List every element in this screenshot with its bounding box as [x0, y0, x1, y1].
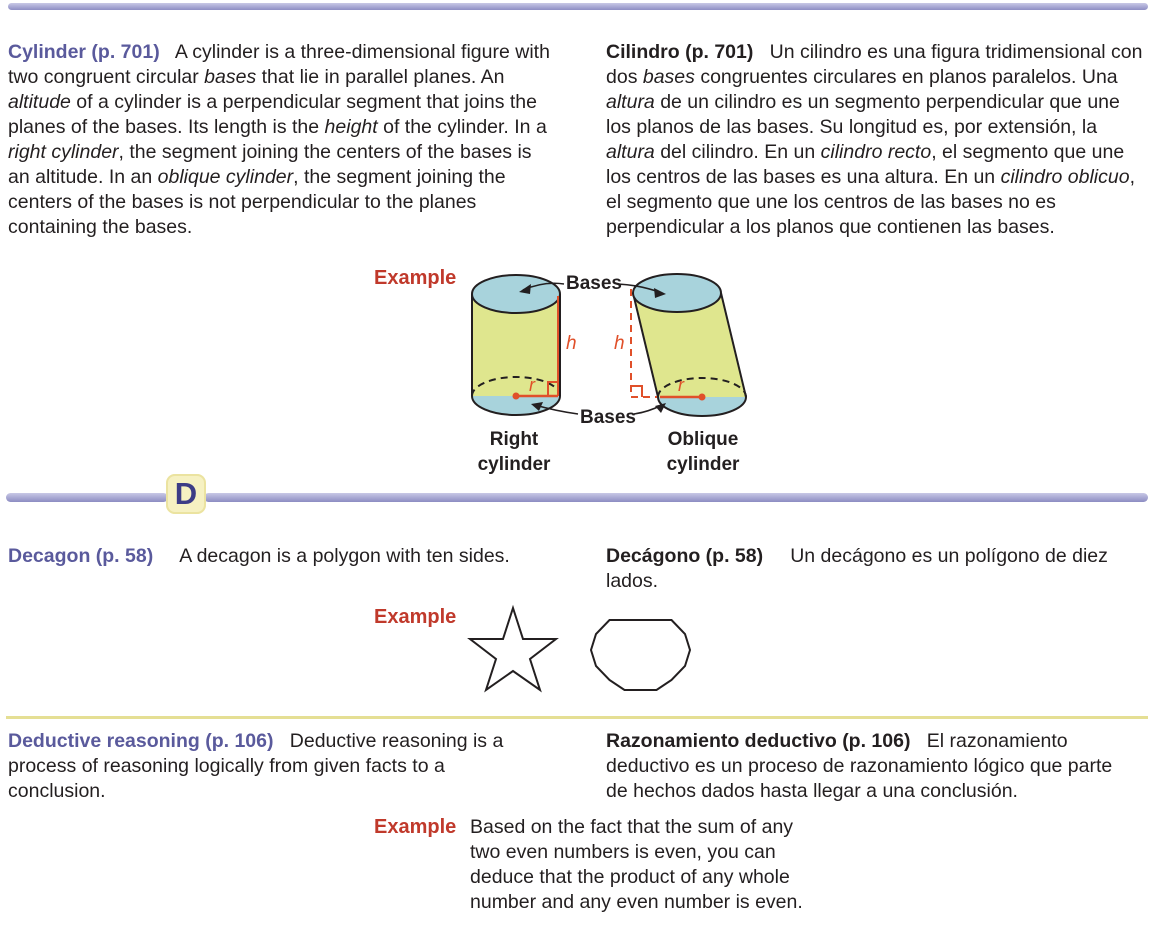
cylinder-definition-en [8, 40, 556, 240]
deductive-term-en: Deductive reasoning (p. 106) [8, 730, 274, 752]
cylinder-figure [440, 262, 780, 480]
oblique-cylinder-top-base [633, 274, 721, 312]
cylinder-term-en: Cylinder (p. 701) [8, 41, 160, 63]
right-cylinder-caption-2: cylinder [477, 454, 551, 475]
decagon-term-es: Decágono (p. 58) [606, 545, 764, 567]
decagon-text-en: A decagon is a polygon with ten sides. [179, 545, 510, 567]
oblique-cylinder [631, 274, 746, 416]
decagon-text-es: Un decágono es un polígono de diez lados. [606, 545, 1108, 592]
decagon-definition-en [8, 544, 568, 569]
right-r-label: r [529, 375, 535, 395]
text-run: that lie in parallel planes. An [256, 66, 505, 88]
text-run: A cylinder is a three-dimensional figure with two congruent circular [8, 41, 550, 88]
decagon-example-label: Example [374, 606, 457, 628]
section-divider-left [6, 493, 168, 502]
text-run: del cilindro. En un [654, 141, 821, 163]
italic-term: bases [642, 66, 695, 88]
cylinder-example-label: Example [374, 267, 457, 289]
italic-term: cilindro recto [820, 141, 932, 163]
decagon-figure [464, 602, 696, 696]
deductive-term-es: Razonamiento deductivo (p. 106) [606, 730, 911, 752]
text-run: , the segment joining the centers of the bases is an altitude. In an [8, 141, 532, 188]
deductive-example-label: Example [374, 816, 457, 838]
italic-term: bases [204, 66, 257, 88]
right-h-label: h [566, 333, 577, 354]
section-divider-right [204, 493, 1148, 502]
text-run: Un cilindro es una figura tridimensional con dos [606, 41, 1143, 88]
italic-term: right cylinder [8, 141, 119, 163]
italic-term: cilindro oblicuo [1000, 166, 1130, 188]
text-run: congruentes circulares en planos paralelos. Una [694, 66, 1118, 88]
deductive-text-en: Deductive reasoning is a process of reasoning logically from given facts to a conclusion. [8, 730, 504, 802]
section-letter-badge: D [166, 474, 206, 514]
italic-term: height [324, 116, 378, 138]
text-run: of the cylinder. In a [377, 116, 547, 138]
entry-separator-line [6, 716, 1148, 719]
convex-decagon-shape [591, 620, 690, 690]
italic-term: altura [606, 91, 655, 113]
decagon-definition-es [606, 544, 1136, 594]
right-cylinder [472, 275, 560, 415]
top-divider-bar [8, 3, 1148, 10]
decagon-term-en: Decagon (p. 58) [8, 545, 154, 567]
right-cylinder-top-base [472, 275, 560, 313]
deductive-text-es: El razonamiento deductivo es un proceso de razonamiento lógico que parte de hechos dados hasta llegar a una conclusión. [606, 730, 1113, 802]
text-run: , the segment joining the centers of the bases is not perpendicular to the planes containing the bases. [8, 166, 506, 238]
text-run: of a cylinder is a perpendicular segment that joins the planes of the bases. Its length is the [8, 91, 537, 138]
bases-top-label: Bases [566, 273, 622, 294]
deductive-definition-es [606, 729, 1136, 804]
text-run: de un cilindro es un segmento perpendicular que une los planos de las bases. Su longitud es, por extensión, la [606, 91, 1120, 138]
oblique-r-label: r [678, 375, 684, 395]
oblique-cylinder-caption-1: Oblique [667, 429, 739, 450]
star-decagon-shape [470, 608, 556, 690]
right-cylinder-caption-1: Right [489, 429, 539, 450]
deductive-example-text: Based on the fact that the sum of any two even numbers is even, you can deduce that the product of any whole number and any even number is even. [470, 816, 803, 913]
bases-bottom-label: Bases [580, 407, 636, 428]
cylinder-definition-es [606, 40, 1146, 240]
italic-term: oblique cylinder [157, 166, 294, 188]
text-run: , el segmento que une los centros de las bases es una altura. En un [606, 141, 1125, 188]
cylinder-term-es: Cilindro (p. 701) [606, 41, 754, 63]
deductive-definition-en [8, 729, 528, 804]
text-run: , el segmento que une los centros de las bases no es perpendicular a los planos que contienen las bases. [606, 166, 1135, 238]
oblique-cylinder-caption-2: cylinder [666, 454, 740, 475]
italic-term: altitude [8, 91, 71, 113]
oblique-h-label: h [614, 333, 625, 354]
italic-term: altura [606, 141, 655, 163]
